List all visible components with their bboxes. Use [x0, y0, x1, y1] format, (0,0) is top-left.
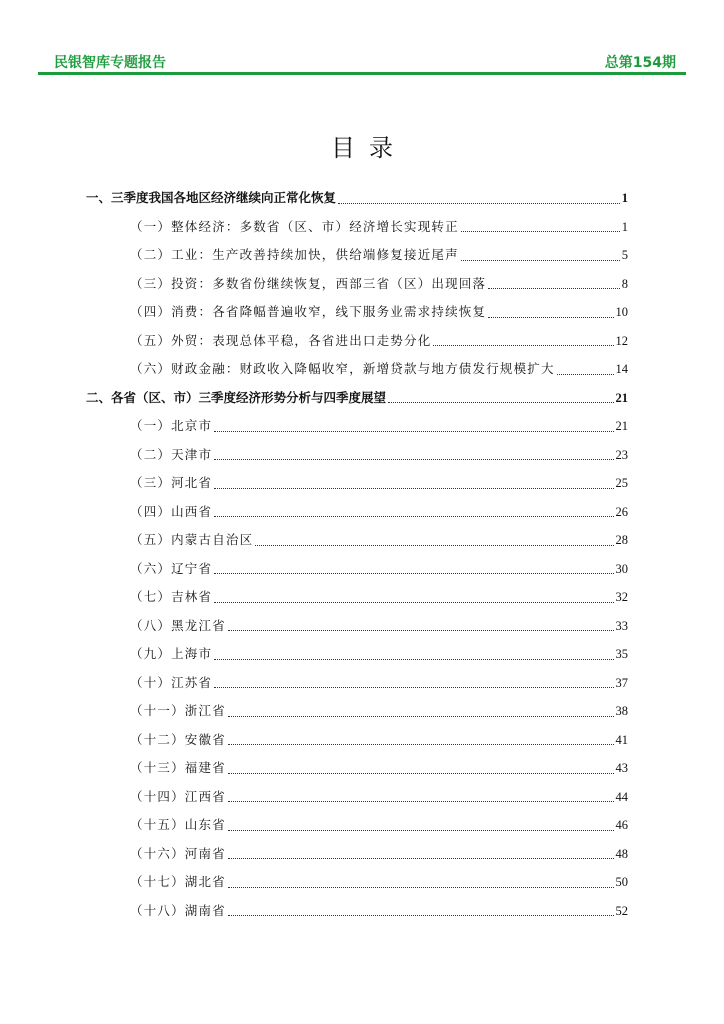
- toc-entry-title: （一）北京市: [130, 418, 213, 433]
- toc-page-number: 8: [621, 276, 628, 291]
- toc-dot-leader: [214, 573, 613, 574]
- toc-page-number: 50: [615, 875, 628, 889]
- toc-section-entry[interactable]: [86, 669, 628, 698]
- toc-section-entry[interactable]: [86, 327, 628, 356]
- toc-dot-leader: [228, 887, 614, 888]
- toc-entry-title: （十七）湖北省: [130, 874, 226, 889]
- toc-section-entry[interactable]: [86, 498, 628, 527]
- toc-section-entry[interactable]: [86, 840, 628, 869]
- issue-number: 总第154期: [604, 55, 676, 71]
- toc-entry-title: （十六）河南省: [130, 845, 226, 861]
- toc-page-number: 46: [615, 818, 628, 832]
- toc-entry-title: （八）黑龙江省: [130, 617, 226, 633]
- toc-page-number: 12: [615, 333, 628, 348]
- toc-section-entry[interactable]: [86, 213, 628, 242]
- toc-page-number: 14: [615, 362, 628, 376]
- toc-dot-leader: [214, 659, 613, 660]
- toc-dot-leader: [214, 687, 613, 688]
- toc-section-entry[interactable]: [86, 526, 628, 555]
- toc-dot-leader: [228, 915, 614, 916]
- toc-page-number: 44: [615, 789, 628, 804]
- toc-page-number: 52: [615, 903, 628, 918]
- report-series-title: 民银智库专题报告: [54, 55, 166, 71]
- toc-entry-title: （十四）江西省: [130, 788, 226, 804]
- toc-chapter-entry[interactable]: [86, 384, 628, 413]
- toc-dot-leader: [488, 288, 620, 289]
- toc-page-number: 43: [615, 761, 628, 775]
- toc-entry-title: （三）投资：多数省份继续恢复，西部三省（区）出现回落: [130, 275, 487, 291]
- toc-entry-title: （十）江苏省: [130, 674, 213, 690]
- toc-entry-title: （二）工业：生产改善持续加快，供给端修复接近尾声: [130, 247, 459, 262]
- toc-dot-leader: [228, 858, 614, 859]
- toc-dot-leader: [228, 773, 614, 774]
- toc-dot-leader: [255, 545, 613, 546]
- toc-section-entry[interactable]: [86, 612, 628, 641]
- toc-page-number: 26: [615, 504, 628, 519]
- toc-page-number: 21: [615, 390, 628, 405]
- header-rule: [38, 72, 686, 75]
- toc-entry-title: （十五）山东省: [130, 817, 226, 832]
- toc-section-entry[interactable]: [86, 270, 628, 299]
- toc-page-number: 30: [615, 561, 628, 576]
- toc-entry-title: （十三）福建省: [130, 760, 226, 775]
- toc-page-number: 41: [615, 732, 628, 747]
- toc-section-entry[interactable]: [86, 298, 628, 327]
- toc-dot-leader: [228, 630, 614, 631]
- toc-dot-leader: [461, 231, 620, 232]
- toc-dot-leader: [228, 801, 614, 802]
- toc-entry-title: （七）吉林省: [130, 589, 213, 604]
- toc-page-number: 28: [615, 533, 628, 547]
- toc-dot-leader: [228, 716, 614, 717]
- toc-entry-title: （六）辽宁省: [130, 560, 213, 576]
- toc-section-entry[interactable]: [86, 555, 628, 584]
- toc-page-number: 21: [615, 419, 628, 433]
- toc-dot-leader: [214, 516, 613, 517]
- toc-dot-leader: [388, 402, 613, 403]
- toc-dot-leader: [214, 431, 613, 432]
- toc-dot-leader: [488, 317, 613, 318]
- toc-dot-leader: [433, 345, 613, 346]
- toc-dot-leader: [338, 203, 620, 204]
- toc-section-entry[interactable]: [86, 726, 628, 755]
- toc-dot-leader: [228, 830, 614, 831]
- toc-dot-leader: [214, 488, 613, 489]
- toc-entry-title: （五）外贸：表现总体平稳，各省进出口走势分化: [130, 332, 432, 348]
- toc-section-entry[interactable]: [86, 583, 628, 612]
- toc-page-number: 48: [615, 846, 628, 861]
- toc-section-entry[interactable]: [86, 754, 628, 783]
- toc-entry-title: （四）山西省: [130, 503, 213, 519]
- toc-section-entry[interactable]: [86, 868, 628, 897]
- toc-section-entry[interactable]: [86, 897, 628, 926]
- toc-page-number: 5: [621, 248, 628, 262]
- toc-section-entry[interactable]: [86, 811, 628, 840]
- toc-section-entry[interactable]: [86, 355, 628, 384]
- toc-section-entry[interactable]: [86, 783, 628, 812]
- toc-entry-title: （四）消费：各省降幅普遍收窄，线下服务业需求持续恢复: [130, 304, 487, 319]
- toc-entry-title: 一、三季度我国各地区经济继续向正常化恢复: [86, 190, 337, 205]
- toc-page-number: 38: [615, 704, 628, 718]
- toc-entry-title: （五）内蒙古自治区: [130, 532, 254, 547]
- page-header: [38, 50, 686, 74]
- toc-dot-leader: [228, 744, 614, 745]
- toc-page-number: 35: [615, 647, 628, 661]
- toc-entry-title: （九）上海市: [130, 646, 213, 661]
- toc-entry-title: （三）河北省: [130, 475, 213, 490]
- toc-page-number: 32: [615, 590, 628, 604]
- toc-dot-leader: [214, 459, 613, 460]
- toc-dot-leader: [461, 260, 620, 261]
- toc-page-number: 37: [615, 675, 628, 690]
- toc-page-number: 33: [615, 618, 628, 633]
- toc-dot-leader: [214, 602, 613, 603]
- toc-entry-title: 二、各省（区、市）三季度经济形势分析与四季度展望: [86, 389, 387, 405]
- toc-page-number: 1: [621, 191, 628, 205]
- toc-entry-title: （十一）浙江省: [130, 703, 226, 718]
- toc-page-number: 23: [615, 447, 628, 462]
- toc-entry-title: （十八）湖南省: [130, 902, 226, 918]
- toc-section-entry[interactable]: [86, 241, 628, 270]
- toc-section-entry[interactable]: [86, 640, 628, 669]
- toc-entry-title: （二）天津市: [130, 446, 213, 462]
- toc-chapter-entry[interactable]: [86, 184, 628, 213]
- toc-section-entry[interactable]: [86, 441, 628, 470]
- toc-entry-title: （十二）安徽省: [130, 731, 226, 747]
- toc-dot-leader: [557, 374, 614, 375]
- toc-section-entry[interactable]: [86, 469, 628, 498]
- toc-entry-title: （六）财政金融：财政收入降幅收窄，新增贷款与地方债发行规模扩大: [130, 361, 555, 376]
- table-of-contents: [86, 184, 628, 925]
- toc-page-number: 10: [615, 305, 628, 319]
- toc-entry-title: （一）整体经济：多数省（区、市）经济增长实现转正: [130, 218, 459, 234]
- page-title: 目录: [331, 134, 407, 162]
- toc-page-number: 25: [615, 476, 628, 490]
- toc-page-number: 1: [621, 219, 628, 234]
- toc-section-entry[interactable]: [86, 697, 628, 726]
- toc-section-entry[interactable]: [86, 412, 628, 441]
